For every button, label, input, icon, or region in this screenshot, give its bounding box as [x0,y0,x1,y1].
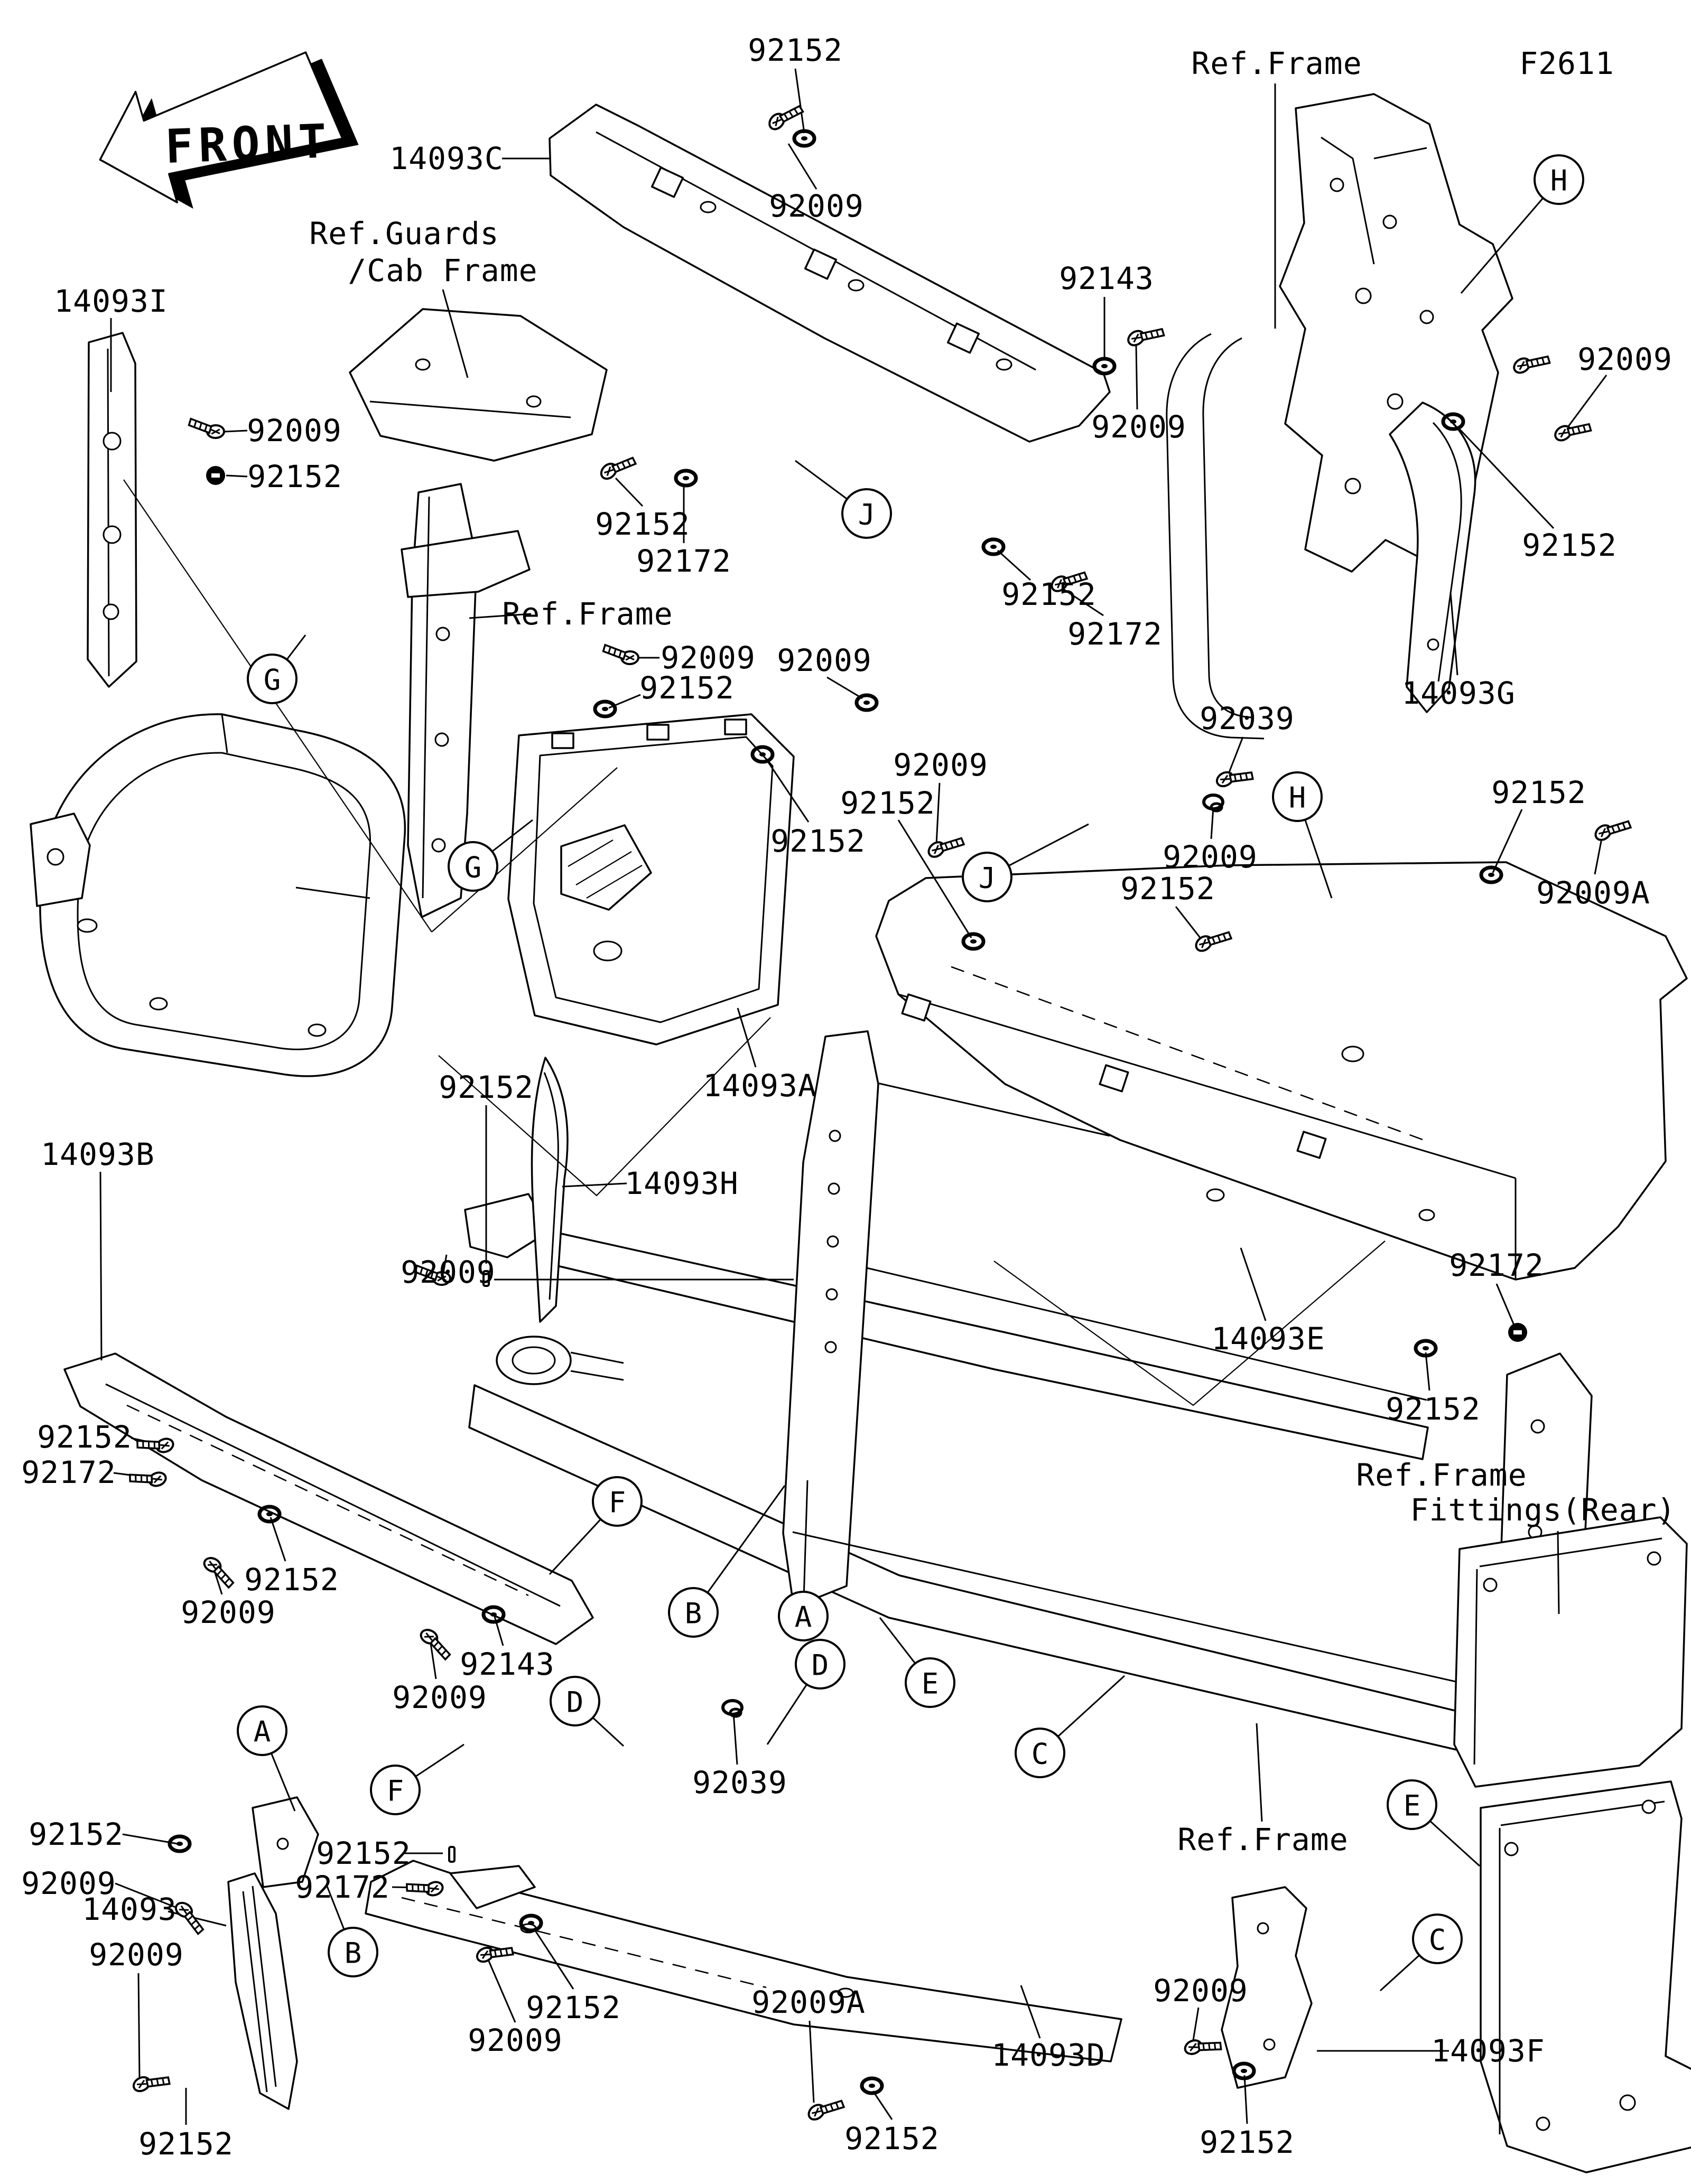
part-number-label: 92143 [460,1646,555,1682]
screw-icon [1126,318,1166,354]
grommet-icon [723,1701,742,1716]
part-number-label: 92152 [748,32,843,68]
callout-letter: G [464,851,482,884]
reference-label: Fittings(Rear) [1410,1492,1676,1528]
part-number-label: 92009 [777,642,872,678]
part-14093I [88,333,136,687]
part-number-label: 92143 [1059,260,1154,296]
nut-icon [206,466,225,485]
part-number-label: 92039 [692,1765,787,1800]
part-number-label: 92152 [844,2121,940,2157]
part-number-label: 92152 [244,1562,339,1598]
callout-letter: F [608,1486,626,1519]
part-number-label: 92172 [1449,1247,1544,1283]
pin-icon [449,1847,454,1862]
reference-label: Ref.Guards [309,216,499,251]
leader-line [226,475,247,477]
part-number-label: 92172 [1067,616,1163,652]
washer-icon [170,1836,190,1851]
callout-letter: B [684,1597,702,1630]
callout-letter: E [1403,1789,1421,1823]
washer-icon [1094,359,1114,374]
leader-line [795,69,804,133]
leader-line [1565,375,1606,431]
part-number-label: 92152 [1386,1391,1481,1427]
part-14093B [64,1354,593,1644]
part-number-label: 92009 [392,1679,487,1715]
callout-letter: D [566,1685,584,1719]
screw-icon [603,643,638,665]
part-14093 [228,1797,318,2109]
part-number-label: 14093B [41,1136,155,1172]
screw-icon [128,1463,168,1494]
screw-icon [131,2066,171,2101]
callout-letter: H [1550,164,1568,198]
reference-label: Ref.Frame [502,596,673,632]
callout-letter: C [1031,1737,1049,1771]
leader-line [733,1713,737,1765]
front-direction-label: FRONT [164,114,333,174]
part-number-label: 92009 [89,1937,184,1973]
part-number-label: 14093I [54,283,168,319]
leader-line [271,1517,285,1561]
figure-code: F2611 [1519,45,1614,81]
part-number-label: 92152 [138,2126,234,2162]
leader-line [998,550,1030,580]
part-number-label: 92009A [751,1984,866,2020]
part-rear-fittings [1454,1517,1691,2172]
leader-line [738,1008,756,1067]
part-14093A [508,714,794,1044]
part-number-label: 92152 [439,1069,534,1105]
washer-icon [983,539,1004,554]
screw-icon [1214,761,1255,796]
leader-line [138,1973,140,2079]
part-number-label: 14093D [991,2037,1105,2073]
part-number-label: 92009 [661,640,756,676]
part-number-label: 92152 [1491,774,1586,810]
washer-icon [857,695,877,710]
washer-icon [595,702,615,716]
part-number-label: 92152 [526,1990,621,2026]
callout-letter: D [811,1648,829,1682]
part-number-label: 92152 [247,459,342,494]
part-number-label: 92009 [468,2022,563,2058]
part-number-label: 92009 [1153,1973,1248,2009]
part-number-label: 92152 [316,1835,411,1871]
screw-icon [416,1627,456,1660]
front-arrow-icon [85,37,363,230]
leader-line [1257,1723,1262,1822]
screw-icon [1593,811,1632,849]
part-number-label: 92009 [247,413,342,449]
part-number-label: 92152 [1200,2124,1295,2160]
part-number-label: 92009 [1091,409,1186,445]
leader-line [1136,346,1137,409]
reference-label: Ref.Frame [1356,1457,1527,1493]
part-number-label: 14093F [1431,2033,1545,2069]
leader-line [1193,2008,1198,2040]
part-floor-panel [876,862,1687,1280]
part-outlines [31,94,1691,2172]
part-number-label: 92172 [21,1454,116,1490]
screw-icon [806,2090,846,2129]
part-number-label: 14093E [1211,1321,1325,1357]
leader-line [1241,1248,1266,1321]
callout-letter: J [978,861,996,895]
part-number-label: 14093G [1401,675,1516,711]
part-number-label: 92152 [840,785,935,821]
reference-label: Ref.Frame [1177,1822,1349,1858]
part-number-label: 92172 [636,543,731,579]
screw-icon [1553,413,1593,449]
leader-line [489,1961,515,2022]
callout-letter: G [263,663,281,697]
callout-letter: E [921,1667,939,1701]
leader-line [873,2091,892,2120]
part-14093C [550,105,1110,442]
callout-letter: A [253,1715,271,1749]
part-number-label: 92152 [639,670,735,706]
leader-line [562,1183,627,1187]
washer-icon [794,131,814,146]
reference-label: Ref.Frame [1191,45,1362,81]
part-number-label: 92152 [770,823,866,859]
callout-letter: F [386,1774,404,1808]
part-number-label: 92152 [1522,527,1617,563]
part-number-label: 92009 [181,1594,276,1630]
leader-line [827,677,862,698]
part-guard-bar [31,714,405,1076]
leader-line [936,783,940,844]
leader-line [1227,737,1243,778]
part-number-label: 92009 [401,1254,496,1290]
part-number-label: 92009 [1577,341,1673,377]
part-number-label: 92152 [1001,576,1097,612]
part-number-label: 92009 [1163,839,1258,875]
part-number-label: 92152 [595,506,690,542]
leader-line [225,431,247,432]
screw-icon [189,417,224,438]
part-number-label: 92152 [1120,871,1215,907]
part-number-label: 92172 [295,1869,390,1905]
part-ref-guards-plate [350,309,607,461]
part-number-label: 14093H [625,1165,739,1201]
part-number-label: 92009 [769,188,864,224]
part-number-label: 92009 [21,1865,116,1901]
part-number-label: 14093C [389,141,504,176]
part-number-label: 14093A [703,1068,817,1104]
part-number-label: 92039 [1200,701,1295,736]
washer-icon [676,471,696,486]
part-number-label: 92009 [893,747,988,783]
callout-letter: H [1288,781,1306,815]
nut-icon [1508,1323,1527,1342]
part-number-label: 92152 [37,1419,132,1455]
leader-line [1497,1284,1516,1329]
leader-line [100,1172,101,1360]
screw-icon [1183,2030,1223,2063]
callout-letter: C [1428,1923,1446,1957]
part-14093H [532,1058,567,1322]
leader-line [810,2021,814,2103]
leader-line [1595,836,1602,874]
washer-icon [862,2078,882,2093]
part-number-label: 92009A [1536,875,1650,911]
screw-icon [1511,345,1551,381]
leader-line [1558,1531,1559,1614]
grommet-icon [1204,795,1223,811]
leader-line [1211,807,1213,839]
callout-letter: A [794,1600,812,1634]
screw-icon [926,828,965,866]
part-number-label: 92152 [29,1816,124,1852]
leader-line [616,478,643,506]
leader-line [788,144,816,189]
part-14093G [1390,403,1475,712]
leader-line [1426,1352,1429,1390]
callout-letter: J [858,498,876,531]
reference-label: /Cab Frame [348,253,538,288]
callout-letter: B [344,1936,362,1970]
part-number-label: 14093 [82,1891,177,1927]
